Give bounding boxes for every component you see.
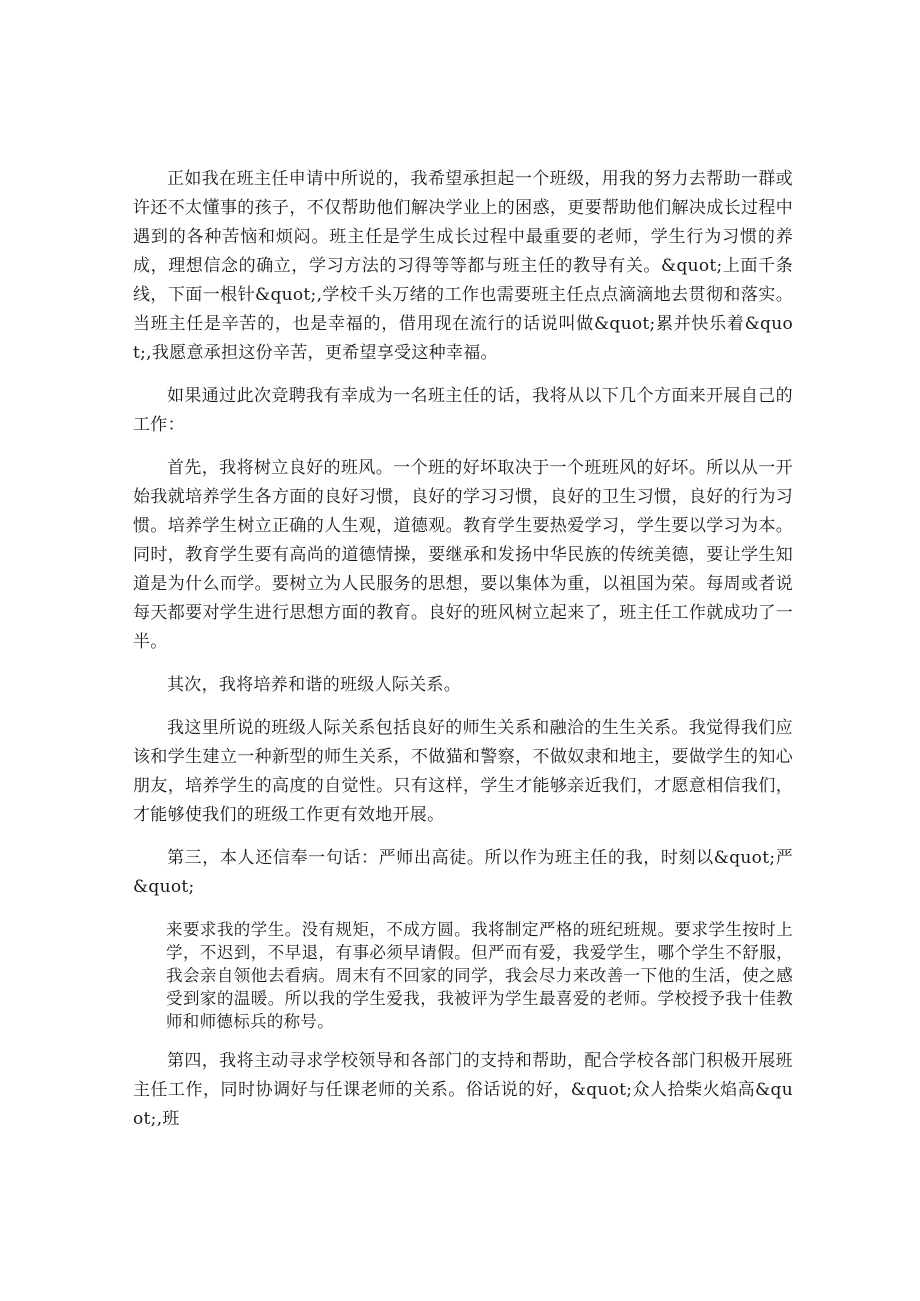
paragraph-relationship-heading: 其次，我将培养和谐的班级人际关系。	[167, 675, 462, 695]
paragraph-cooperation: 第四，我将主动寻求学校领导和各部门的支持和帮助，配合学校各部门积极开展班主任工作，同时协调好与任课老师的关系。俗话说的好，&quot;众人拾柴火焰高&quot;,班	[133, 1051, 793, 1129]
paragraph-relationship: 我这里所说的班级人际关系包括良好的师生关系和融洽的生生关系。我觉得我们应该和学生建立一种新型的师生关系，不做猫和警察，不做奴隶和地主，要做学生的知心朋友，培养学生的高度的自觉性。只有这样，学生才能够亲近我们，才愿意相信我们，才能够使我们的班级工作更有效地开展。	[133, 718, 793, 825]
paragraph-strict-teacher: 第三，本人还信奉一句话：严师出高徒。所以作为班主任的我，时刻以&quot;严&quot;	[133, 848, 793, 897]
paragraph-class-spirit: 首先，我将树立良好的班风。一个班的好坏取决于一个班班风的好坏。所以从一开始我就培养学生各方面的良好习惯，良好的学习习惯，良好的卫生习惯，良好的行为习惯。培养学生树立正确的人生观，道德观。教育学生要热爱学习，学生要以学习为本。同时，教育学生要有高尚的道德情操，要继承和发扬中华民族的传统美德，要让学生知道是为什么而学。要树立为人民服务的思想，要以集体为重，以祖国为荣。每周或者说每天都要对学生进行思想方面的教育。良好的班风树立起来了，班主任工作就成功了一半。	[133, 458, 793, 652]
paragraph-strict-rules: 来要求我的学生。没有规矩，不成方圆。我将制定严格的班纪班规。要求学生按时上学，不迟到，不早退，有事必须早请假。但严而有爱，我爱学生，哪个学生不舒服，我会亲自领他去看病。周末有不回家的同学，我会尽力来改善一下他的生活，使之感受到家的温暖。所以我的学生爱我，我被评为学生最喜爱的老师。学校授予我十佳教师和师德标兵的称号。	[166, 920, 793, 1031]
paragraph-intro: 正如我在班主任申请中所说的，我希望承担起一个班级，用我的努力去帮助一群或许还不太懂事的孩子，不仅帮助他们解决学业上的困惑，更要帮助他们解决成长过程中遇到的各种苦恼和烦闷。班主任是学生成长过程中最重要的老师，学生行为习惯的养成，理想信念的确立，学习方法的习得等等都与班主任的教导有关。&quot;上面千条线，下面一根针&quot;,学校千头万绪的工作也需要班主任点点滴滴地去贯彻和落实。当班主任是辛苦的，也是幸福的，借用现在流行的话说叫做&quot;累并快乐着&quot;,我愿意承担这份辛苦，更希望享受这种幸福。	[133, 169, 793, 363]
paragraph-plan-intro: 如果通过此次竞聘我有幸成为一名班主任的话，我将从以下几个方面来开展自己的工作：	[133, 386, 793, 435]
document-body	[133, 165, 793, 1134]
